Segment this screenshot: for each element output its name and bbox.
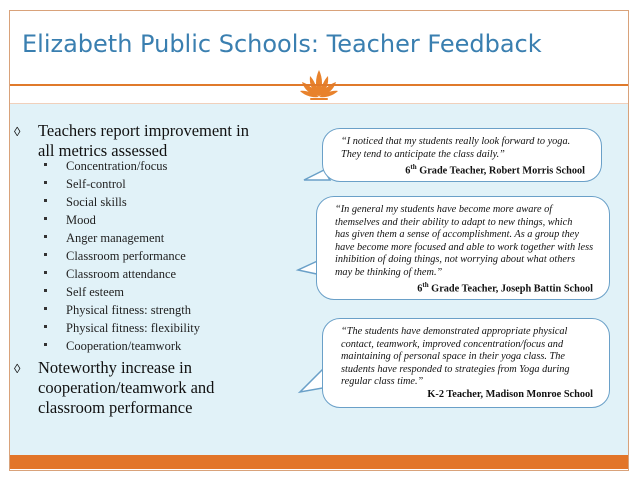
- footer-bar: [10, 455, 628, 469]
- bullet-icon: ◊: [14, 361, 21, 376]
- bullet-icon: ◊: [14, 124, 21, 139]
- quote-bubble-joseph-battin: “In general my students have become more aware of themselves and their ability to adapt to new things, which has given them a sense of accomplishment. As a group they have become more focused and able to work together with less inhibition of doing things, not worrying about what others may be thinking of them.” 6th Grade Teacher, Joseph Battin School: [316, 196, 610, 300]
- slide-title: Elizabeth Public Schools: Teacher Feedback: [22, 30, 542, 58]
- quote-attribution: K-2 Teacher, Madison Monroe School: [427, 388, 593, 400]
- quote-attribution: 6th Grade Teacher, Joseph Battin School: [417, 281, 593, 295]
- quote-bubble-robert-morris: “I noticed that my students really look forward to yoga. They tend to anticipate the class daily.” 6th Grade Teacher, Robert Morris School: [322, 128, 602, 182]
- quote-bubble-madison-monroe: “The students have demonstrated appropriate physical contact, teamwork, improved concentration/focus and maintaining of personal space in their yoga class. The students have responded to strategies from Yoga during regular class time.” K-2 Teacher, Madison Monroe School: [322, 318, 610, 408]
- quote-attribution: 6th Grade Teacher, Robert Morris School: [405, 163, 585, 177]
- title-divider: [10, 84, 628, 86]
